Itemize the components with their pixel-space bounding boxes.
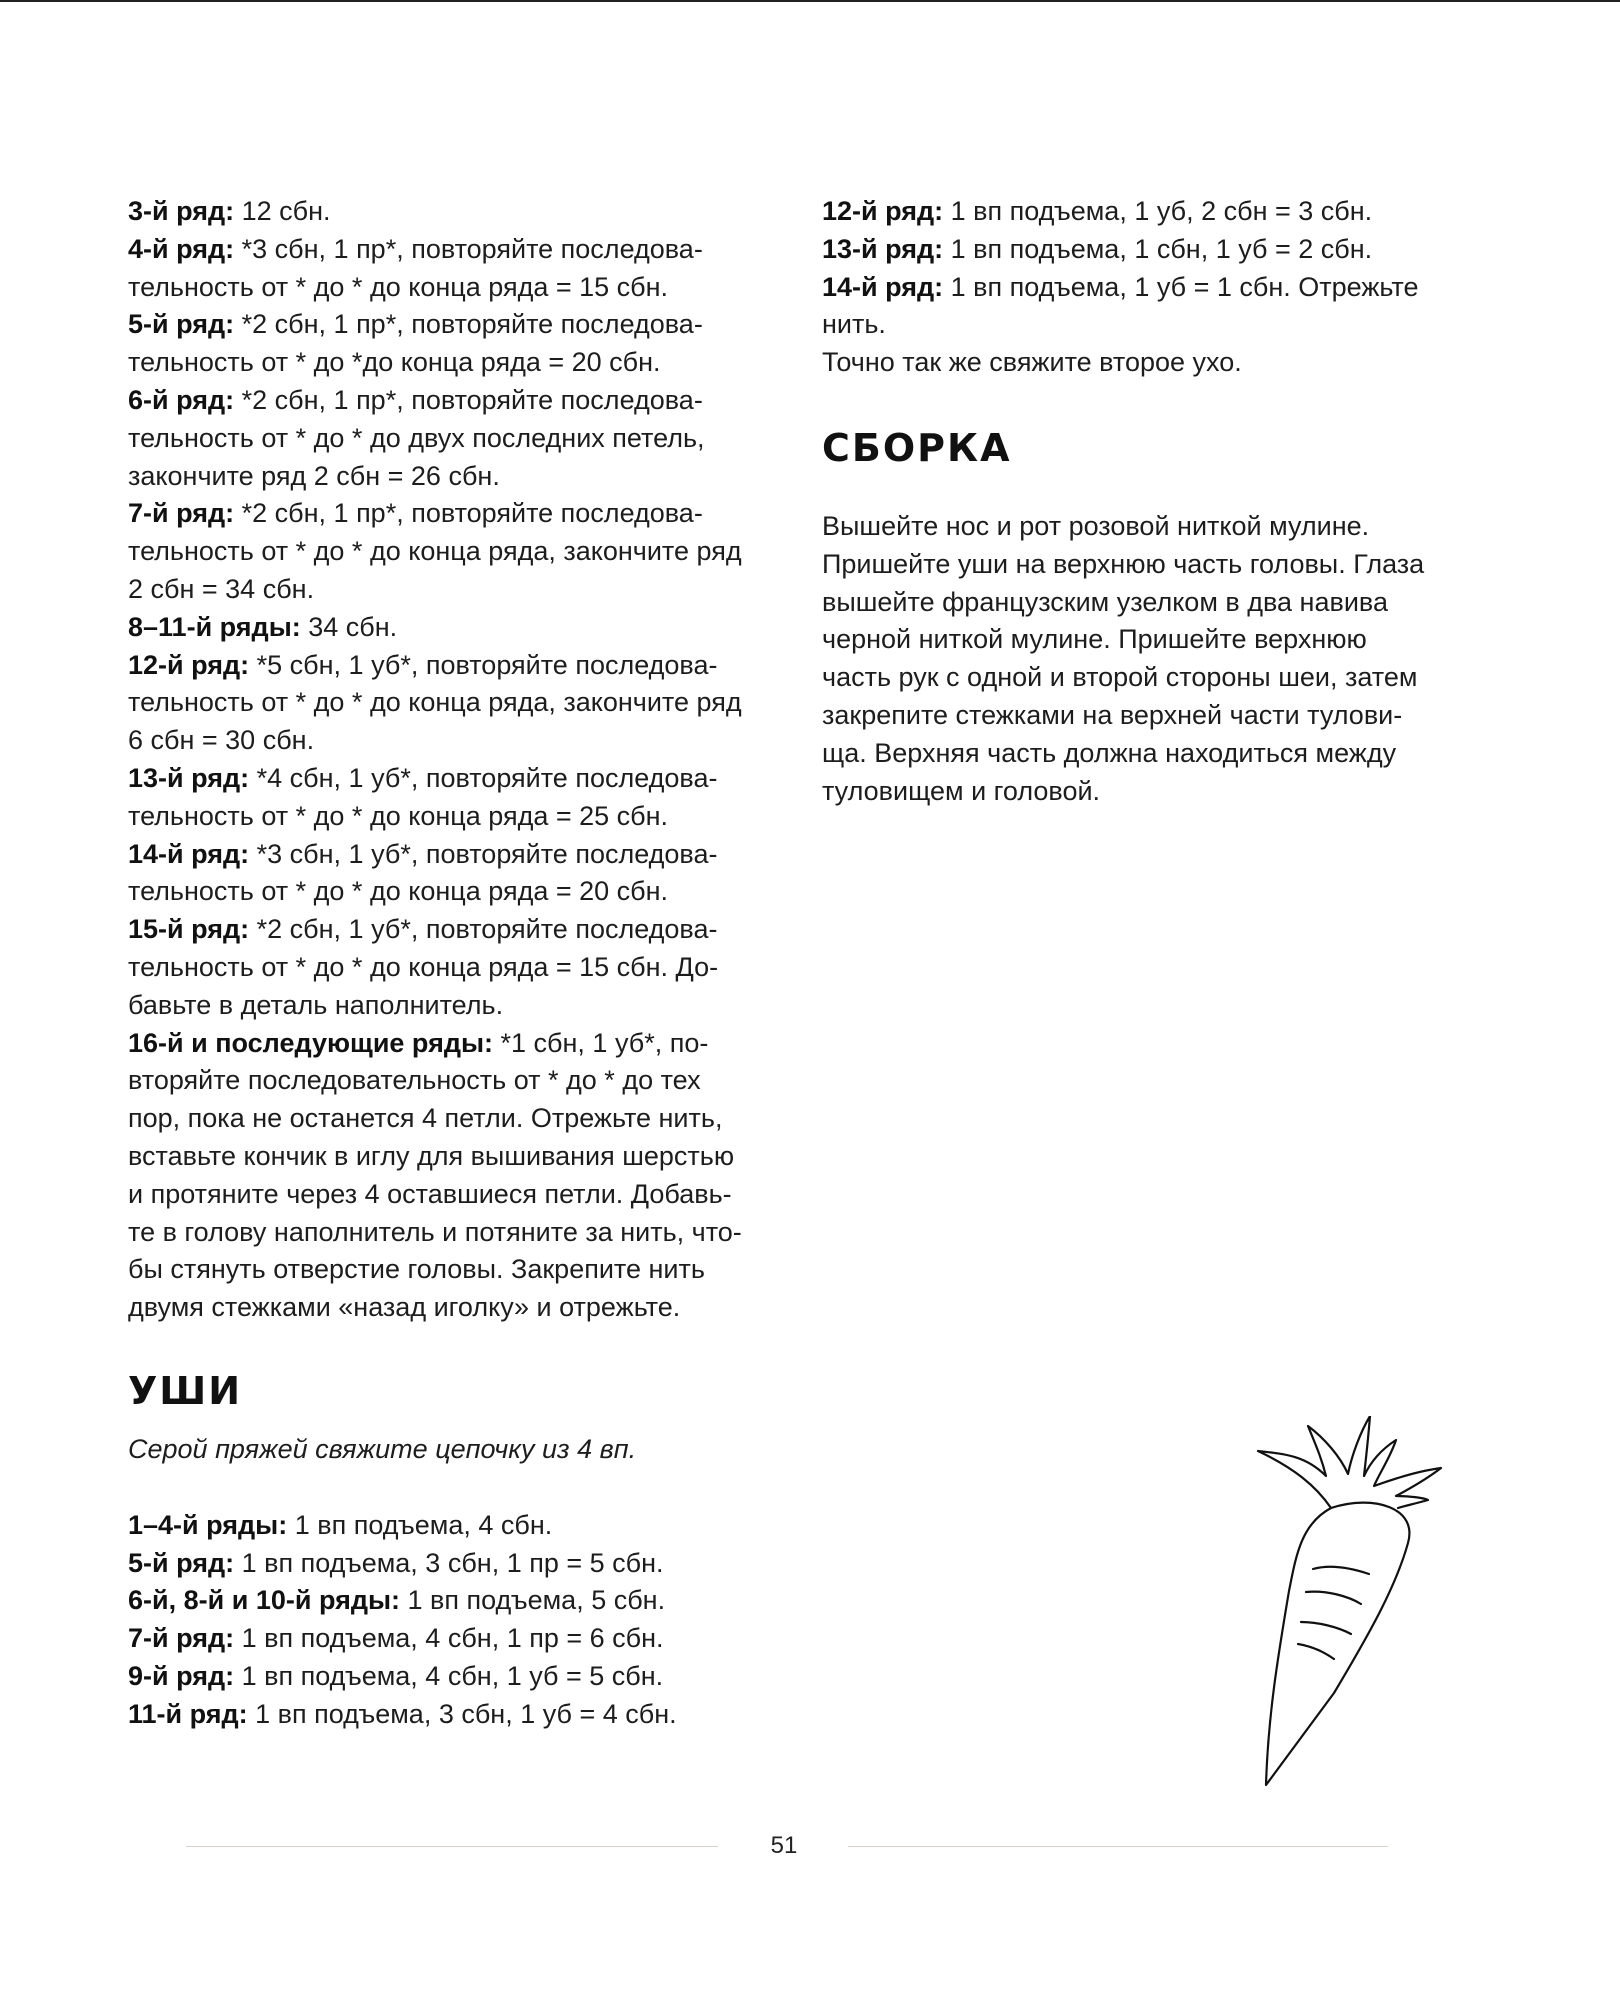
- pattern-row: [128, 911, 768, 949]
- pattern-row: [128, 344, 768, 382]
- row-label: 11-й ряд:: [128, 1698, 248, 1729]
- row-label: 12-й ряд:: [128, 649, 250, 680]
- row-label: 16-й и последующие ряды:: [128, 1027, 494, 1058]
- left-column: [128, 193, 768, 1733]
- row-text: тельность от * до *до конца ряда = 20 сбн.: [128, 347, 661, 378]
- spacer: [128, 1469, 768, 1507]
- page-number: 51: [770, 1832, 798, 1859]
- pattern-row: [128, 458, 768, 496]
- pattern-row: [128, 1658, 768, 1696]
- assembly-line: Вышейте нос и рот розовой ниткой мулине.: [822, 510, 1370, 541]
- row-text: *2 сбн, 1 пр*, повторяйте последова-: [234, 309, 703, 340]
- right-column: [822, 193, 1472, 810]
- pattern-row: [128, 306, 768, 344]
- row-text: *2 сбн, 1 уб*, повторяйте последова-: [249, 914, 718, 945]
- pattern-row: [128, 873, 768, 911]
- footer-rule-left: [186, 1846, 718, 1847]
- row-label: 5-й ряд:: [128, 1547, 235, 1578]
- assembly-line: черной ниткой мулине. Пришейте верхнюю: [822, 624, 1367, 655]
- assembly-line: Пришейте уши на верхнюю часть головы. Глаза: [822, 548, 1425, 579]
- ears-heading: УШИ: [128, 1368, 243, 1413]
- row-text: тельность от * до * до конца ряда, закончите ряд: [128, 536, 742, 567]
- pattern-row: [128, 420, 768, 458]
- footer-rule-right: [848, 1846, 1388, 1847]
- pattern-row: [128, 647, 768, 685]
- row-text: 1 вп подъема, 4 сбн, 1 пр = 6 сбн.: [234, 1623, 664, 1654]
- pattern-row: [128, 193, 768, 231]
- row-text: 1 вп подъема, 3 сбн, 1 уб = 4 сбн.: [247, 1698, 677, 1729]
- row-text: *1 сбн, 1 уб*, по-: [493, 1027, 709, 1058]
- pattern-row: [128, 231, 768, 269]
- row-label: 7-й ряд:: [128, 498, 235, 529]
- assembly-line: ща. Верхняя часть должна находиться между: [822, 737, 1397, 768]
- row-text: тельность от * до * до конца ряда = 20 сбн.: [128, 876, 669, 907]
- row-text: 12 сбн.: [234, 196, 331, 226]
- row-text: бы стянуть отверстие головы. Закрепите нить: [128, 1254, 705, 1285]
- row-text: *4 сбн, 1 уб*, повторяйте последова-: [249, 762, 718, 793]
- row-label: 1–4-й ряды:: [128, 1509, 288, 1540]
- pattern-row: [822, 231, 1472, 269]
- ears-intro: Серой пряжей свяжите цепочку из 4 вп.: [128, 1433, 637, 1464]
- pattern-row: [128, 798, 768, 836]
- pattern-row: [128, 1176, 768, 1214]
- assembly-line: часть рук с одной и второй стороны шеи, затем: [822, 662, 1418, 693]
- row-text: вторяйте последовательность от * до * до тех: [128, 1065, 701, 1096]
- row-text: 1 вп подъема, 3 сбн, 1 пр = 5 сбн.: [234, 1547, 664, 1578]
- row-text: тельность от * до * до двух последних петель,: [128, 422, 705, 453]
- row-label: 9-й ряд:: [128, 1660, 235, 1691]
- row-text: *2 сбн, 1 пр*, повторяйте последова-: [234, 384, 703, 415]
- pattern-row: [822, 306, 1472, 344]
- row-text: 34 сбн.: [300, 611, 398, 642]
- row-label: 13-й ряд:: [128, 762, 250, 793]
- row-text: те в голову наполнитель и потяните за нить, что-: [128, 1216, 742, 1247]
- pattern-row: [128, 684, 768, 722]
- row-text: тельность от * до * до конца ряда = 15 сбн.: [128, 271, 669, 302]
- pattern-row: [128, 1062, 768, 1100]
- row-text: закончите ряд 2 сбн = 26 сбн.: [128, 460, 500, 491]
- pattern-row: [128, 1251, 768, 1289]
- pattern-row: [128, 1138, 768, 1176]
- row-text: *3 сбн, 1 уб*, повторяйте последова-: [249, 838, 718, 869]
- pattern-row: [128, 495, 768, 533]
- pattern-row: [128, 1507, 768, 1545]
- row-label: 14-й ряд:: [822, 271, 944, 302]
- row-text: вставьте кончик в иглу для вышивания шерстью: [128, 1140, 735, 1171]
- row-text: Точно так же свяжите второе ухо.: [822, 347, 1242, 378]
- pattern-row: [128, 1289, 768, 1327]
- row-label: 8–11-й ряды:: [128, 611, 301, 642]
- pattern-row: [128, 1696, 768, 1734]
- row-label: 15-й ряд:: [128, 914, 250, 945]
- top-border: [0, 0, 1620, 2]
- row-text: 2 сбн = 34 сбн.: [128, 573, 315, 604]
- row-text: 1 вп подъема, 1 уб, 2 сбн = 3 сбн.: [943, 196, 1373, 226]
- assembly-line: закрепите стежками на верхней части тулови-: [822, 699, 1403, 730]
- row-text: 1 вп подъема, 5 сбн.: [400, 1585, 666, 1616]
- row-text: *3 сбн, 1 пр*, повторяйте последова-: [234, 233, 703, 264]
- assembly-heading: СБОРКА: [822, 425, 1012, 470]
- row-text: двумя стежками «назад иголку» и отрежьте.: [128, 1292, 681, 1323]
- pattern-row: [128, 987, 768, 1025]
- assembly-text: [822, 508, 1472, 810]
- ears-pattern-rows: [128, 1507, 768, 1734]
- row-label: 5-й ряд:: [128, 309, 235, 340]
- row-label: 13-й ряд:: [822, 233, 944, 264]
- row-text: бавьте в деталь наполнитель.: [128, 989, 504, 1020]
- row-text: нить.: [822, 309, 886, 340]
- pattern-row: [128, 533, 768, 571]
- row-label: 7-й ряд:: [128, 1623, 235, 1654]
- pattern-row: [128, 1620, 768, 1658]
- row-label: 14-й ряд:: [128, 838, 250, 869]
- row-text: 1 вп подъема, 1 сбн, 1 уб = 2 сбн.: [943, 233, 1373, 264]
- pattern-row: [128, 1025, 768, 1063]
- row-label: 6-й ряд:: [128, 384, 235, 415]
- pattern-row: [128, 949, 768, 987]
- pattern-row: [128, 722, 768, 760]
- row-text: тельность от * до * до конца ряда = 15 сбн. До-: [128, 951, 719, 982]
- row-text: пор, пока не останется 4 петли. Отрежьте нить,: [128, 1103, 723, 1134]
- pattern-row: [128, 1545, 768, 1583]
- pattern-row: [128, 1214, 768, 1252]
- row-text: тельность от * до * до конца ряда, закончите ряд: [128, 687, 742, 718]
- row-label: 12-й ряд:: [822, 196, 944, 226]
- carrot-icon: [1256, 1416, 1466, 1796]
- row-text: *5 сбн, 1 уб*, повторяйте последова-: [249, 649, 718, 680]
- assembly-line: туловищем и головой.: [822, 775, 1101, 806]
- pattern-rows-head: [128, 193, 768, 1327]
- pattern-row: [128, 609, 768, 647]
- row-label: 6-й, 8-й и 10-й ряды:: [128, 1585, 401, 1616]
- row-text: 6 сбн = 30 сбн.: [128, 725, 315, 756]
- pattern-row: [128, 571, 768, 609]
- row-label: 4-й ряд:: [128, 233, 235, 264]
- pattern-row: [128, 269, 768, 307]
- pattern-row: [128, 1100, 768, 1138]
- row-text: тельность от * до * до конца ряда = 25 сбн.: [128, 800, 669, 831]
- pattern-row: [822, 344, 1472, 382]
- ears-pattern-rows-continued: [822, 193, 1472, 382]
- pattern-row: [822, 193, 1472, 231]
- assembly-line: вышейте французским узелком в два навива: [822, 586, 1388, 617]
- row-text: 1 вп подъема, 4 сбн.: [287, 1509, 553, 1540]
- row-text: и протяните через 4 оставшиеся петли. Добавь-: [128, 1178, 732, 1209]
- pattern-row: [128, 836, 768, 874]
- row-label: 3-й ряд:: [128, 196, 235, 226]
- row-text: *2 сбн, 1 пр*, повторяйте последова-: [234, 498, 703, 529]
- pattern-row: [128, 382, 768, 420]
- row-text: 1 вп подъема, 4 сбн, 1 уб = 5 сбн.: [234, 1660, 664, 1691]
- pattern-row: [822, 269, 1472, 307]
- pattern-row: [128, 760, 768, 798]
- pattern-row: [128, 1582, 768, 1620]
- row-text: 1 вп подъема, 1 уб = 1 сбн. Отрежьте: [943, 271, 1419, 302]
